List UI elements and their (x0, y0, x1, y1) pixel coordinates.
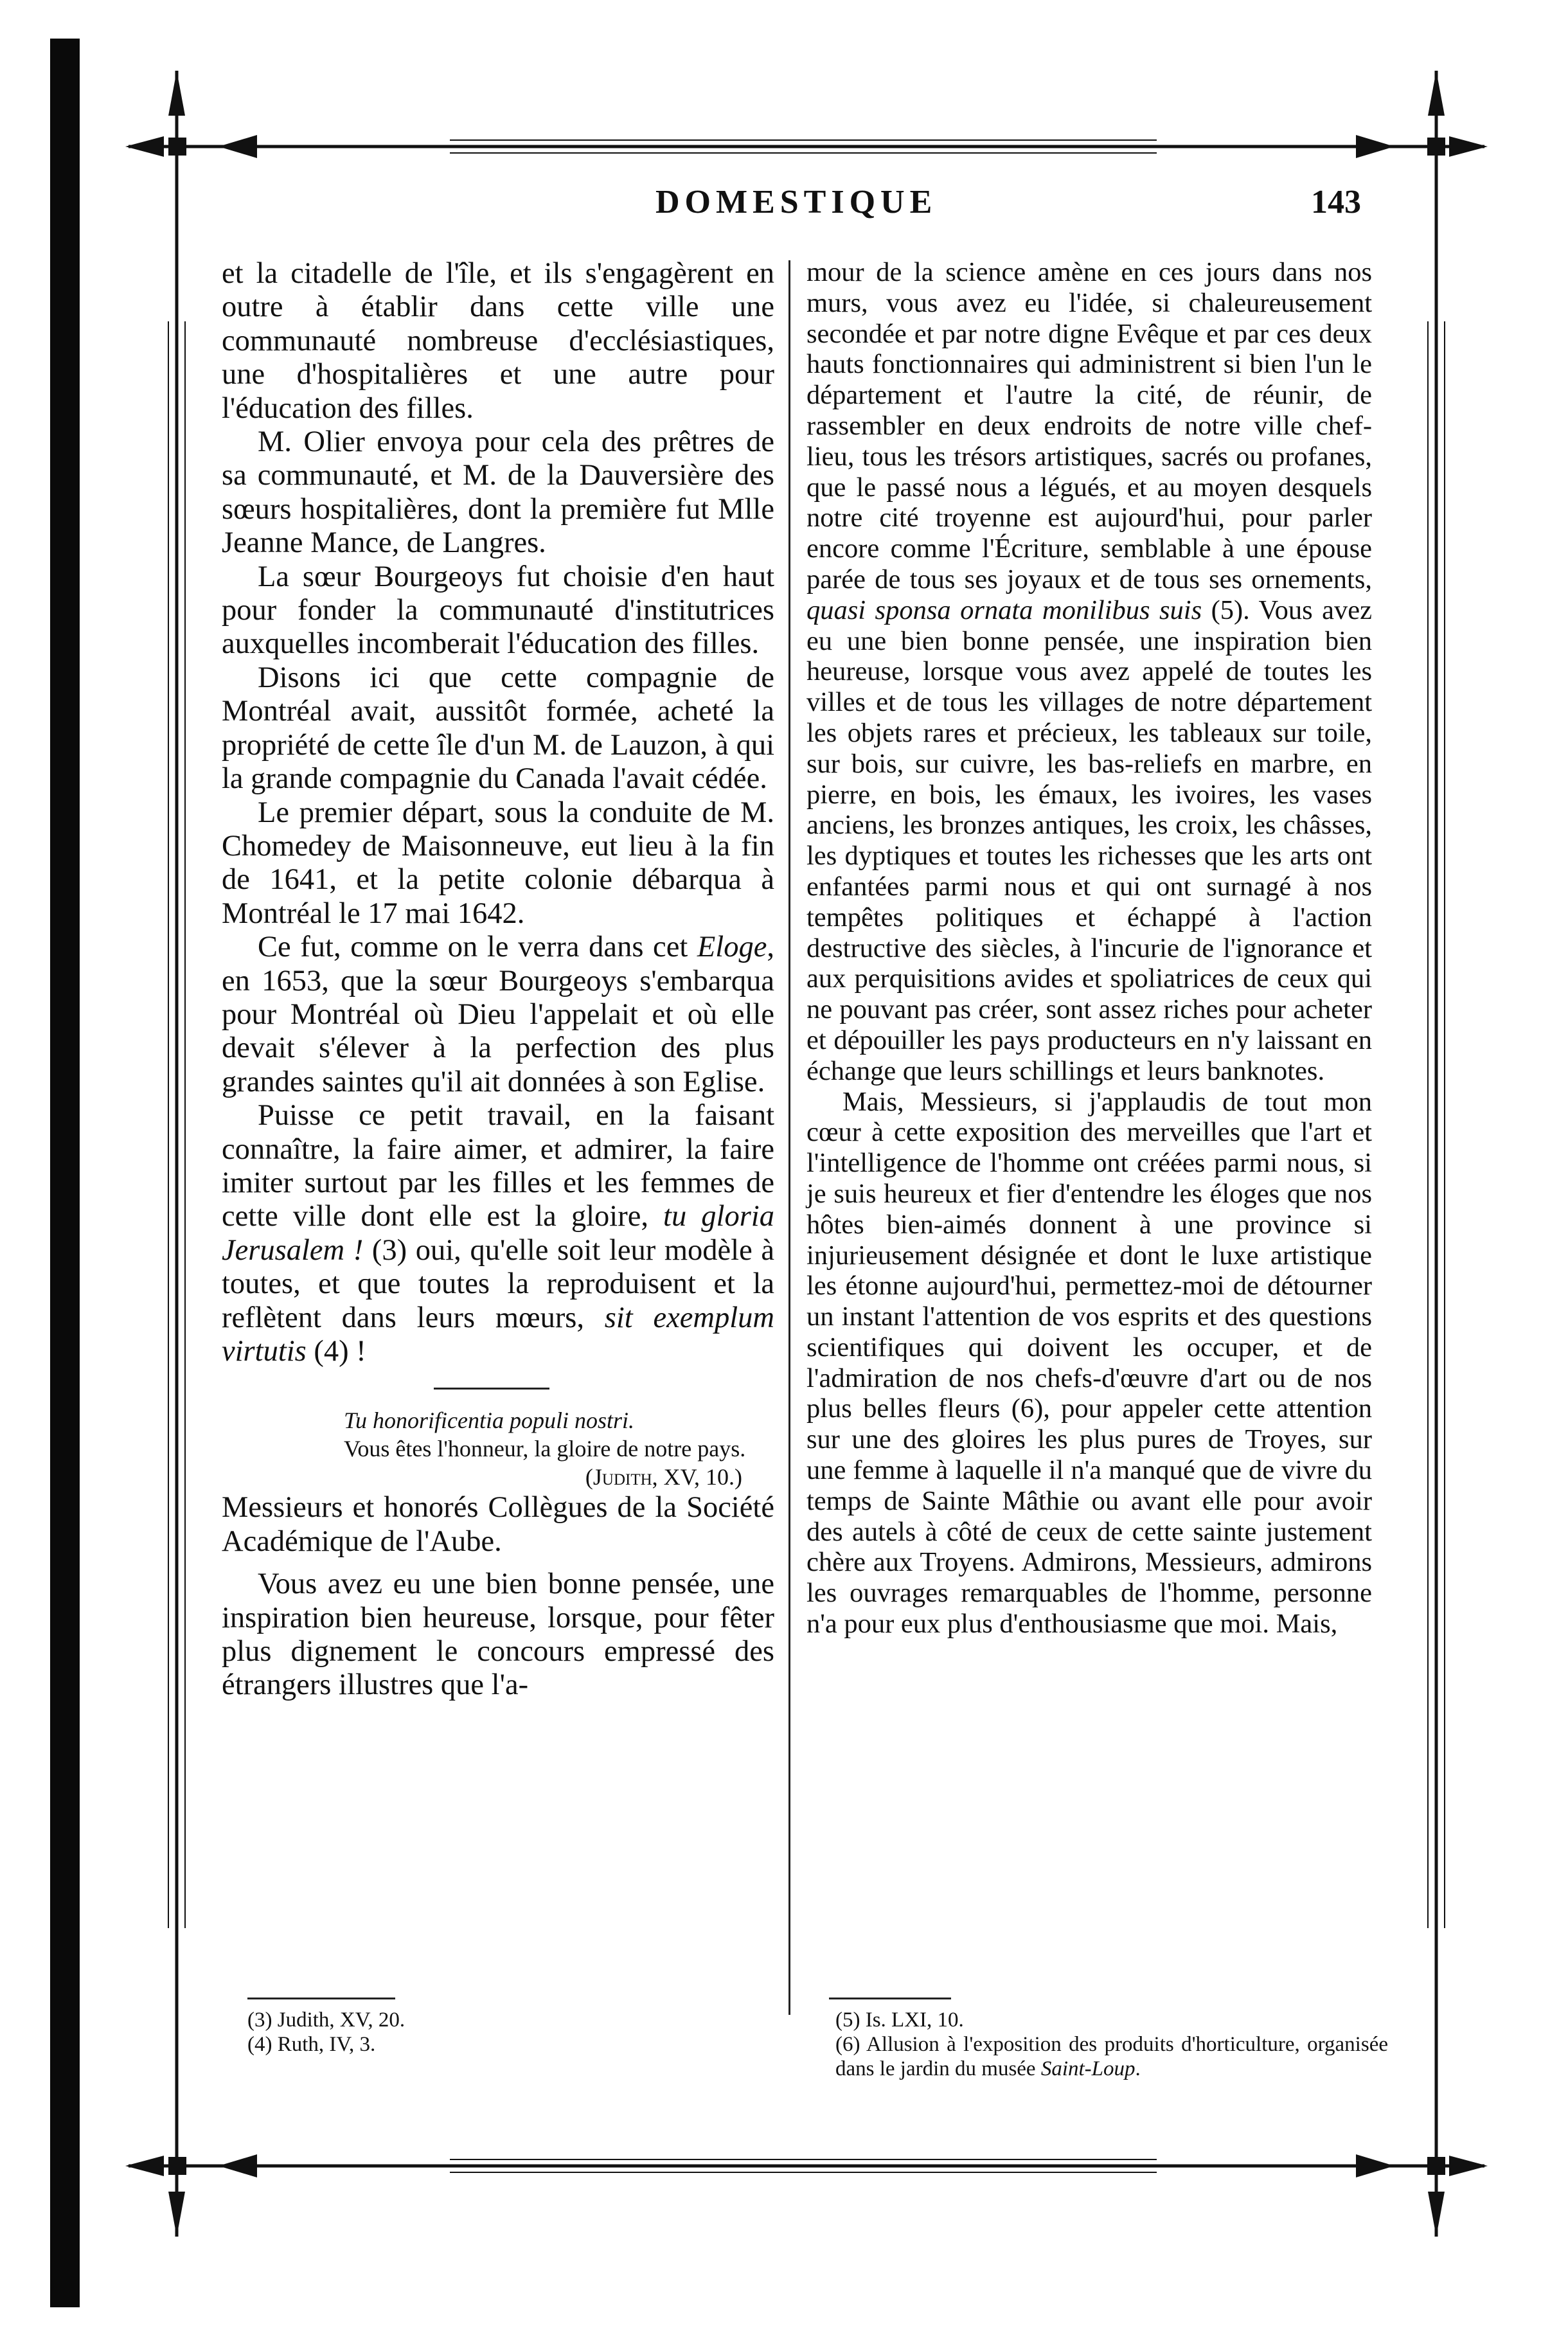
page-number: 143 (1311, 184, 1361, 220)
footnotes-left (247, 2008, 697, 2057)
salutation: Messieurs et honorés Collègues de la Société Académique de l'Aube. (222, 1491, 774, 1558)
epigraph-french: Vous êtes l'honneur, la gloire de notre pays. (344, 1436, 746, 1462)
column-divider (788, 260, 790, 2015)
section-rule (434, 1388, 549, 1390)
epigraph-source: (Judith, XV, 10.) (585, 1464, 742, 1490)
latin-quote: sit exemplum virtutis (222, 1301, 774, 1368)
eloge-word: Eloge (697, 931, 767, 964)
paragraph: La sœur Bourgeoys fut choisie d'en haut pour fonder la communauté d'institutrices auxquelles incomberait l'éducation des filles. (222, 560, 774, 661)
left-border-ornament (168, 71, 186, 2237)
footnote-rule-right (829, 1998, 951, 1999)
paragraph: Ce fut, comme on le verra dans cet Eloge, en 1653, que la sœur Bourgeoys s'embarqua pour Montréal où Dieu l'appelait et où elle devait s'élever à la perfection des plus grandes saintes qu'il ait données à son Eglise. (222, 931, 774, 1098)
bottom-border-ornament (125, 2154, 1488, 2177)
page-header (0, 183, 1568, 235)
paragraph: Le premier départ, sous la conduite de M. Chomedey de Maisonneuve, eut lieu à la fin de 1641, et la petite colonie débarqua à Montréal le 17 mai 1642. (222, 796, 774, 930)
epigraph (344, 1406, 762, 1491)
right-column (806, 257, 1372, 1954)
footnote: (3) Judith, XV, 20. (247, 2008, 405, 2032)
left-column (222, 257, 774, 1954)
footnote: (4) Ruth, IV, 3. (247, 2033, 376, 2056)
latin-quote: tu gloria Jerusalem ! (222, 1200, 774, 1267)
footnotes-right (835, 2008, 1388, 2081)
footnote-rule-left (247, 1998, 395, 1999)
epigraph-latin: Tu honorificentia populi nostri. (344, 1408, 635, 1434)
paragraph: mour de la science amène en ces jours dans nos murs, vous avez eu l'idée, si chaleureusement secondée et par notre digne Evêque et par ces deux hauts fonctionnaires qui administrent si bien l'un le département et l'autre la cité, de réunir, de rassembler en deux endroits de notre ville chef-lieu, tous les trésors artistiques, sacrés ou profanes, que le passé nous a légués, et au moyen desquels notre cité troyenne est aujourd'hui, pour parler encore comme l'Écriture, semblable à une épouse parée de tous ses joyaux et de tous ses ornements, quasi sponsa ornata monilibus suis (5). Vous avez eu une bien bonne pensée, une inspiration bien heureuse, lorsque vous avez appelé de toutes les villes et de tous les villages de notre département les objets rares et précieux, les tableaux sur toile, sur bois, sur cuivre, les bas-reliefs en marbre, en pierre, en bois, les émaux, les ivoires, les vases anciens, les bronzes antiques, les croix, les châsses, les dyptiques et toutes les richesses que les arts ont enfantées parmi nous et qui ont surnagé à nos tempêtes politiques et échappé à l'action destructive des siècles, à l'incurie de l'ignorance et aux perquisitions avides et spoliatrices de ceux qui ne pouvant pas créer, sont assez riches pour acheter et dépouiller les pays producteurs en n'y laissant en échange que leurs schillings et leurs banknotes. (806, 257, 1372, 1086)
running-title: DOMESTIQUE (655, 184, 938, 220)
footnote: (5) Is. LXI, 10. (835, 2008, 964, 2032)
paragraph: Mais, Messieurs, si j'applaudis de tout mon cœur à cette exposition des merveilles que l'art et l'intelligence de l'homme ont créées parmi nous, si je suis heureux et fier d'entendre les éloges que nos hôtes bien-aimés donnent à une province si injurieusement désignée et dont le luxe artistique les étonne aujourd'hui, permettez-moi de détourner un instant l'attention de vos esprits et des questions scientifiques qui doivent les occuper, et de l'admiration de nos chefs-d'œuvre d'art ou de nos plus belles fleurs (6), pour appeler cette attention sur une des gloires les plus pures de Troyes, sur une femme à laquelle il n'a manqué que de vivre du temps de Sainte Mâthie ou avant elle pour avoir des autels à côté de ceux de cette sainte justement chère aux Troyens. Admirons, Messieurs, admirons les ouvrages remarquables de l'homme, personne n'a pour eux plus d'enthousiasme que moi. Mais, (806, 1086, 1372, 1640)
right-border-ornament (1427, 71, 1445, 2237)
top-border-ornament (125, 135, 1488, 158)
paragraph: Disons ici que cette compagnie de Montréal avait, aussitôt formée, acheté la propriété de cette île d'un M. de Lauzon, à qui la grande compagnie du Canada l'avait cédée. (222, 661, 774, 796)
paragraph: M. Olier envoya pour cela des prêtres de sa communauté, et M. de la Dauversière des sœurs hospitalières, dont la première fut Mlle Jeanne Mance, de Langres. (222, 425, 774, 560)
footnote: (6) Allusion à l'exposition des produits d'horticulture, organisée dans le jardin du musée Saint-Loup. (835, 2033, 1388, 2080)
paragraph: Vous avez eu une bien bonne pensée, une inspiration bien heureuse, lorsque, pour fêter plus dignement le concours empressé des étrangers illustres que l'a- (222, 1568, 774, 1702)
paragraph: Puisse ce petit travail, en la faisant connaître, la faire aimer, et admirer, la faire imiter surtout par les filles et les femmes de cette ville dont elle est la gloire, tu gloria Jerusalem ! (3) oui, qu'elle soit leur modèle à toutes, et que toutes la reproduisent et la reflètent dans leurs mœurs, sit exemplum virtutis (4) ! (222, 1099, 775, 1368)
paragraph: et la citadelle de l'île, et ils s'engagèrent en outre à établir dans cette ville une communauté nombreuse d'ecclésiastiques, une d'hospitalières et une autre pour l'éducation des filles. (222, 257, 774, 425)
latin-quote: quasi sponsa ornata monilibus suis (806, 594, 1202, 625)
